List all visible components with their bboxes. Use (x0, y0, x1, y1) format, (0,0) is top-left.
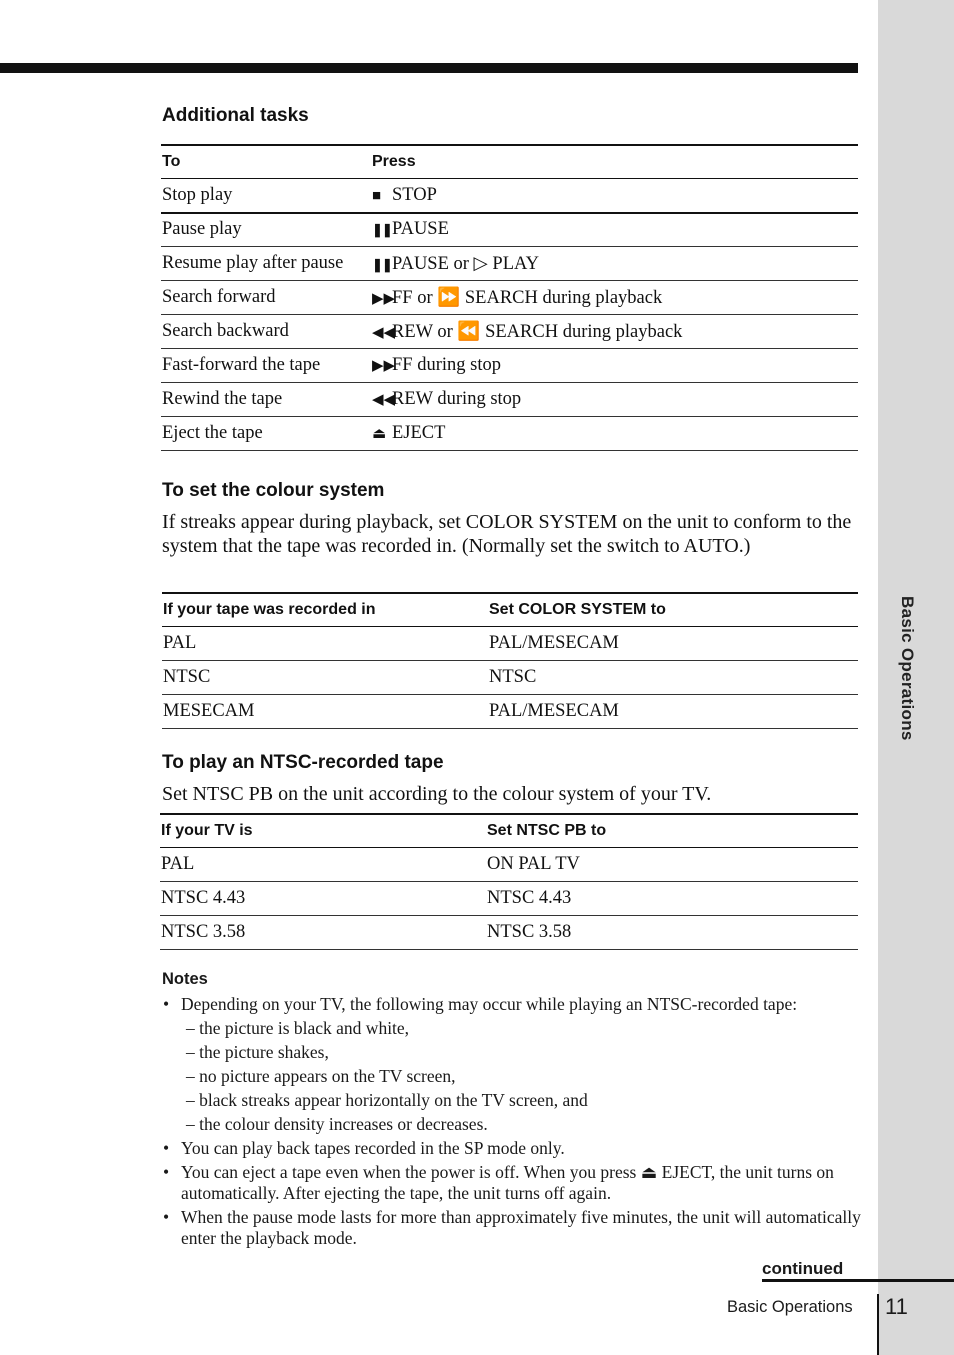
task-cell: Pause play (161, 213, 371, 247)
top-rule (0, 63, 858, 73)
table-header-row (161, 145, 858, 179)
note-item (162, 1138, 862, 1159)
color-system-setting-cell: PAL/MESECAM (488, 695, 858, 729)
column-header-set-color-system: Set COLOR SYSTEM to (488, 593, 858, 627)
task-cell: Search forward (161, 281, 371, 315)
column-header-set-ntsc-pb: Set NTSC PB to (486, 814, 858, 848)
press-text: PAUSE (392, 219, 449, 240)
table-row (161, 247, 858, 281)
table-row (162, 627, 858, 661)
note-text: You can eject a tape even when the power is off. When you press ⏏ EJECT, the unit turns on automatically. After ejecting the tape, the unit turns off again. (181, 1162, 834, 1203)
colour-system-table (162, 592, 858, 729)
table-row (161, 281, 858, 315)
note-text: Depending on your TV, the following may occur while playing an NTSC-recorded tape: (181, 994, 798, 1014)
color-system-setting-cell: NTSC (488, 661, 858, 695)
ntsc-pb-setting-cell: NTSC 4.43 (486, 882, 858, 916)
press-text: EJECT (392, 423, 446, 443)
column-header-press: Press (371, 145, 858, 179)
table-row (161, 383, 858, 417)
press-text: STOP (392, 184, 437, 205)
task-cell: Search backward (161, 315, 371, 349)
bullet-icon: • (163, 1162, 170, 1182)
note-subitem: – black streaks appear horizontally on the TV screen, and (186, 1090, 588, 1110)
press-text: FF during stop (392, 355, 501, 375)
table-row (161, 417, 858, 451)
tv-system-cell: NTSC 4.43 (160, 882, 486, 916)
table-row (160, 916, 858, 950)
ntsc-tape-heading: To play an NTSC-recorded tape (162, 752, 444, 773)
press-cell (371, 179, 858, 213)
button-symbol-icon: ◀◀ (372, 325, 396, 341)
table-header-row (160, 814, 858, 848)
press-text: FF or ⏩ SEARCH during playback (392, 288, 663, 308)
notes-heading: Notes (162, 970, 208, 988)
page-number: 11 (885, 1294, 908, 1319)
recorded-system-cell: MESECAM (162, 695, 488, 729)
task-cell: Fast-forward the tape (161, 349, 371, 383)
press-cell (371, 417, 858, 451)
ntsc-pb-setting-cell: ON PAL TV (486, 848, 858, 882)
button-symbol-icon: ■ (372, 187, 382, 204)
task-cell: Rewind the tape (161, 383, 371, 417)
table-row (160, 882, 858, 916)
ntsc-tape-text: Set NTSC PB on the unit according to the colour system of your TV. (162, 783, 712, 805)
table-row (162, 695, 858, 729)
ntsc-pb-setting-cell: NTSC 3.58 (486, 916, 858, 950)
note-subitem: – the picture shakes, (186, 1042, 329, 1062)
tv-system-cell: PAL (160, 848, 486, 882)
recorded-system-cell: NTSC (162, 661, 488, 695)
note-subitem: – the colour density increases or decreases. (186, 1114, 488, 1134)
note-item (162, 994, 862, 1135)
notes-list (162, 994, 862, 1252)
note-subitem: – no picture appears on the TV screen, (186, 1066, 456, 1086)
table-row (161, 179, 858, 213)
additional-tasks-table (161, 144, 858, 451)
footer-section-name: Basic Operations (727, 1298, 853, 1316)
task-cell: Stop play (161, 179, 371, 213)
bullet-icon: • (163, 1207, 170, 1227)
table-header-row (162, 593, 858, 627)
colour-system-text: If streaks appear during playback, set COLOR SYSTEM on the unit to conform to the system that the tape was recorded in. (Normally set the switch to AUTO.) (162, 511, 852, 557)
note-text: You can play back tapes recorded in the SP mode only. (181, 1138, 565, 1158)
button-symbol-icon: ▶▶ (372, 291, 396, 307)
press-cell (371, 315, 858, 349)
color-system-setting-cell: PAL/MESECAM (488, 627, 858, 661)
note-item (162, 1162, 862, 1204)
side-tab-text: Basic Operations (898, 596, 917, 741)
recorded-system-cell: PAL (162, 627, 488, 661)
note-item (162, 1207, 862, 1249)
column-header-tv: If your TV is (160, 814, 486, 848)
press-text: PAUSE or ▷ PLAY (392, 253, 540, 274)
ntsc-pb-table (160, 813, 858, 950)
table-row (161, 315, 858, 349)
press-cell (371, 281, 858, 315)
button-symbol-icon: ◀◀ (372, 392, 396, 408)
button-symbol-icon: ❚❚ (372, 256, 392, 272)
table-row (160, 848, 858, 882)
note-text: When the pause mode lasts for more than approximately five minutes, the unit will automatically enter the playback mode. (181, 1207, 861, 1248)
bullet-icon: • (163, 1138, 170, 1158)
button-symbol-icon: ❚❚ (372, 222, 392, 238)
task-cell: Resume play after pause (161, 247, 371, 281)
table-row (162, 661, 858, 695)
table-row (161, 349, 858, 383)
button-symbol-icon: ⏏ (372, 426, 387, 442)
press-text: REW or ⏪ SEARCH during playback (392, 322, 683, 342)
press-cell (371, 349, 858, 383)
press-cell (371, 213, 858, 247)
colour-system-heading: To set the colour system (162, 480, 385, 501)
press-cell (371, 247, 858, 281)
press-cell (371, 383, 858, 417)
side-tab-label (897, 596, 917, 796)
bullet-icon: • (163, 994, 170, 1014)
column-header-recorded-in: If your tape was recorded in (162, 593, 488, 627)
continued-label: continued (762, 1259, 844, 1278)
button-symbol-icon: ▶▶ (372, 358, 396, 374)
note-sublist (181, 1018, 862, 1135)
tv-system-cell: NTSC 3.58 (160, 916, 486, 950)
press-text: REW during stop (392, 389, 522, 409)
additional-tasks-heading: Additional tasks (162, 105, 309, 126)
table-row (161, 213, 858, 247)
column-header-to: To (161, 145, 371, 179)
note-subitem: – the picture is black and white, (186, 1018, 410, 1038)
task-cell: Eject the tape (161, 417, 371, 451)
page-number-divider (877, 1294, 879, 1355)
continued-rule (762, 1279, 954, 1282)
